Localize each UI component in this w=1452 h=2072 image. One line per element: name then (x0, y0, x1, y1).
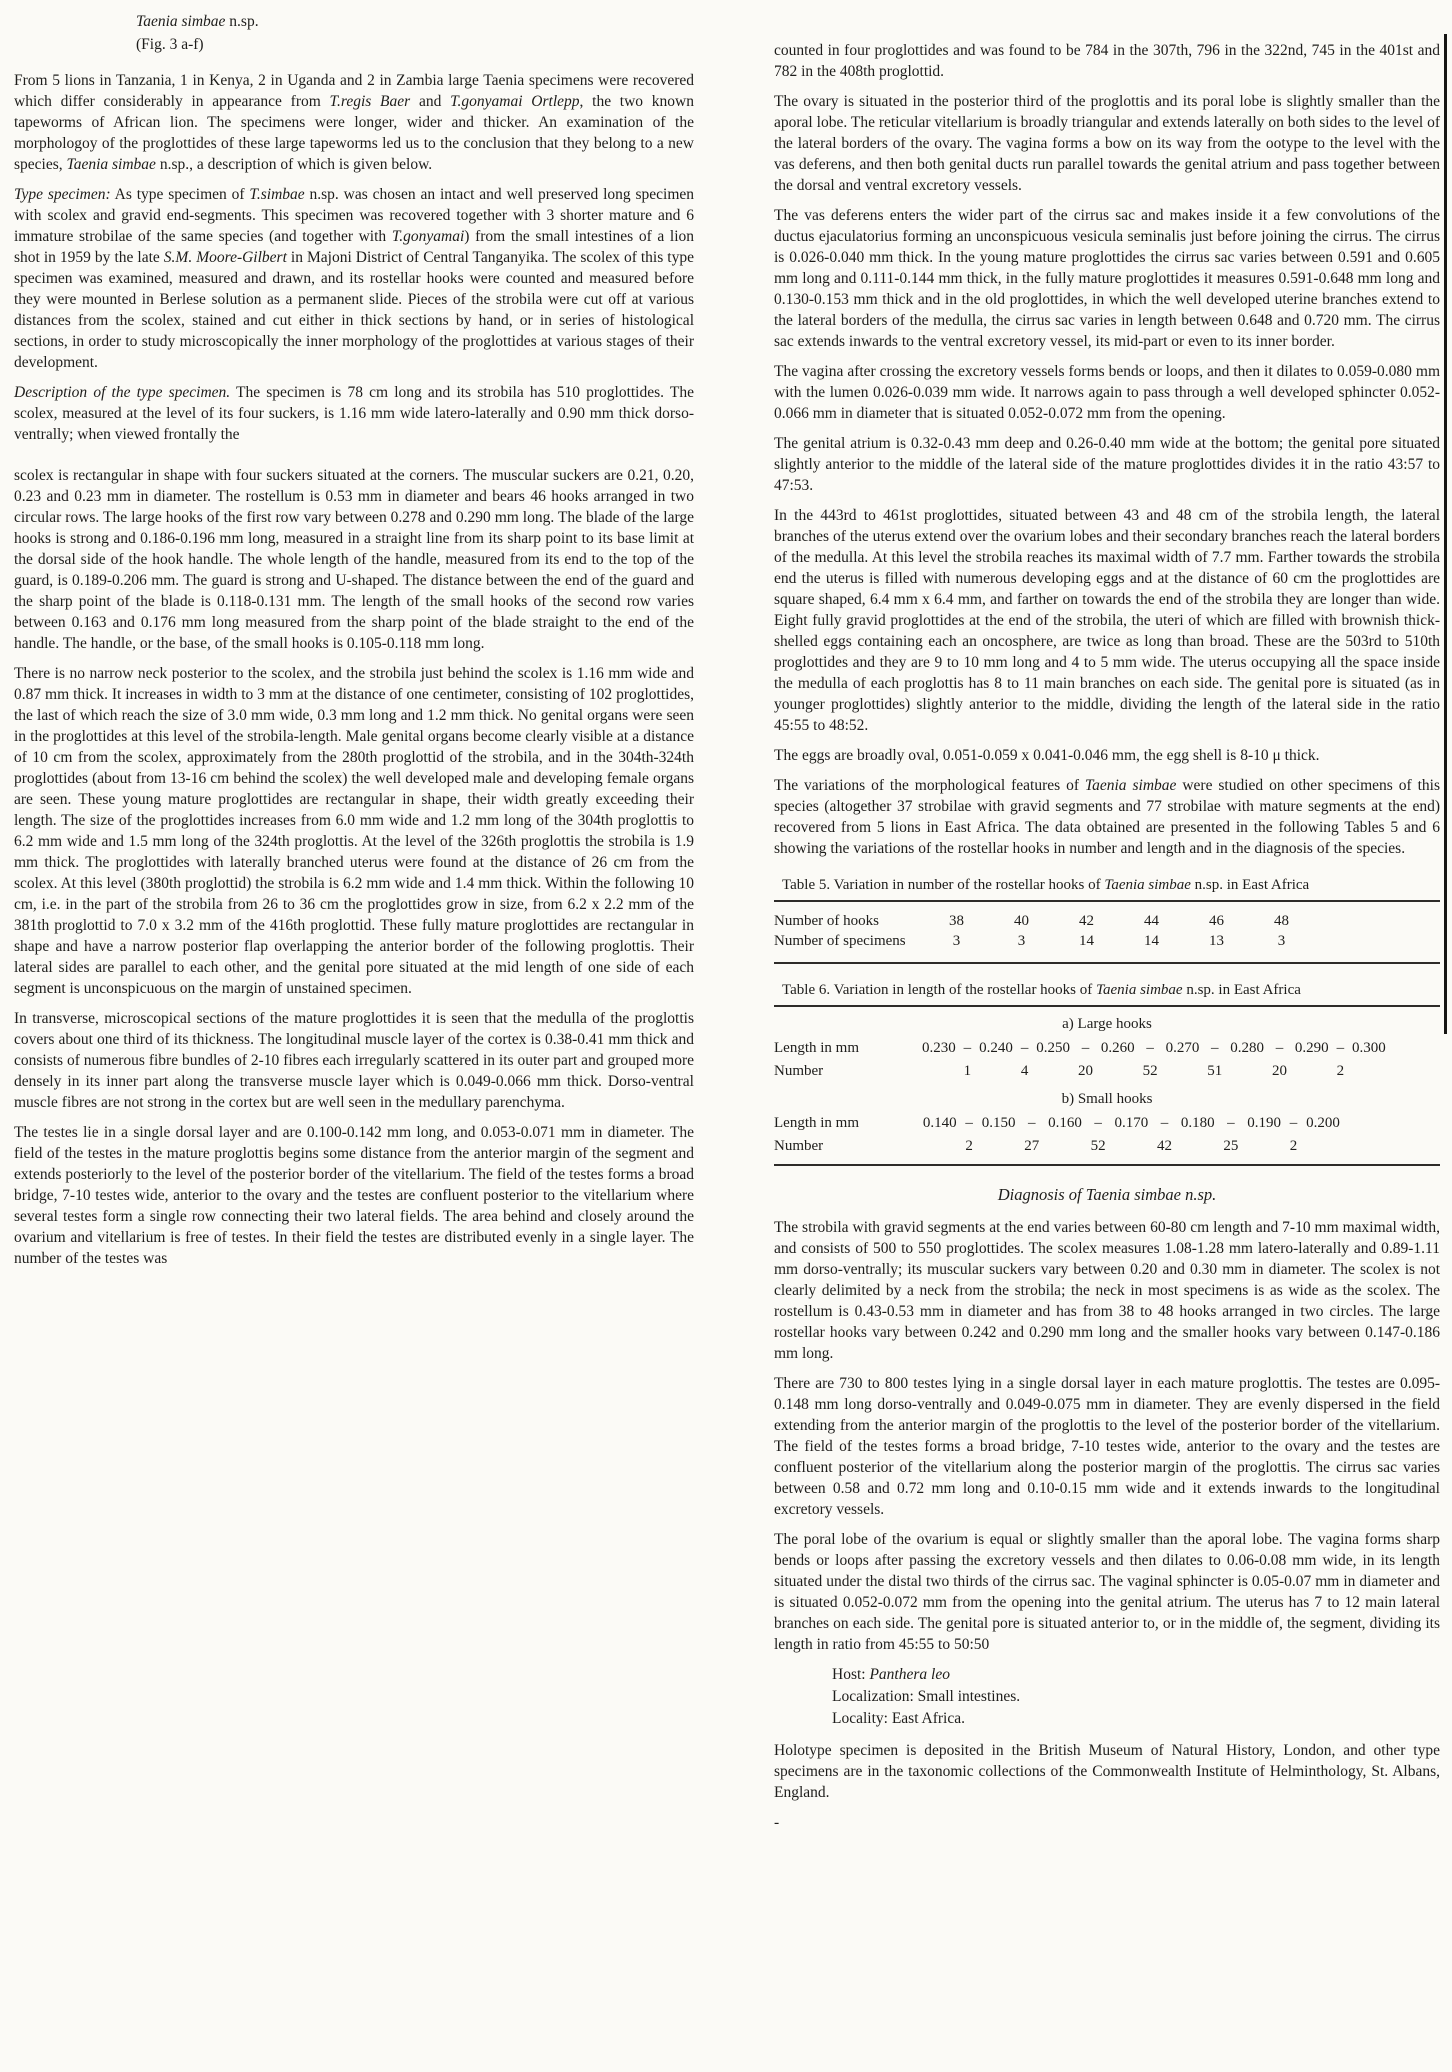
scan-artifact-dash: - (774, 1814, 780, 1831)
table-5-bottom-rule (774, 962, 1440, 964)
figure-reference: (Fig. 3 a-f) (136, 36, 204, 53)
para-vagina: The vagina after crossing the excretory vessels forms bends or loops, and then it dilates to 0.059-0.080 mm with the lumen 0.026-0.039 mm wide. It narrows again to pass through a well developed sphincter 0.052-0.066 mm in diameter that is situated 0.052-0.072 mm from the opening. (774, 363, 1440, 422)
table-6 (774, 980, 1440, 1166)
para-intro: From 5 lions in Tanzania, 1 in Kenya, 2 in Uganda and 2 in Zambia large Taenia specimens were recovered which differ considerably in appearance from T.regis Baer and T.gonyamai Ortlepp, the two known tapeworms of African lion. The specimens were longer, wider and thicker. An examination of the morphologoy of the proglottides of these large tapeworms led us to the conclusion that they belong to a new species, Taenia simbae n.sp., a description of which is given below. (14, 72, 694, 173)
table-5-rows (774, 904, 1440, 960)
para-testes-count: counted in four proglottides and was found to be 784 in the 307th, 796 in the 322nd, 745 in the 401st and 782 in the 408th proglottid. (774, 42, 1440, 80)
diagnosis-heading: Diagnosis of Taenia simbae n.sp. (997, 1185, 1217, 1204)
table-5-caption: Table 5. Variation in number of the rostellar hooks of Taenia simbae n.sp. in East Africa (782, 877, 1310, 893)
para-description-b: scolex is rectangular in shape with four suckers situated at the corners. The muscular suckers are 0.21, 0.20, 0.23 and 0.23 mm in diameter. The rostellum is 0.53 mm in diameter and bears 46 hooks arranged in two circular rows. The large hooks of the first row vary between 0.278 and 0.290 mm long. The blade of the large hooks is strong and 0.186-0.196 mm long, measured in a straight line from its sharp point to its base limit at the dorsal side of the hook handle. The whole length of the handle, measured from its end to the top of the guard, is 0.189-0.206 mm. The guard is strong and U-shaped. The distance between the end of the guard and the sharp point of the blade is 0.118-0.131 mm. The length of the small hooks of the second row varies between 0.163 and 0.176 mm long measured from the sharp point of the blade straight to the end of the handle. The handle, or the base, of the small hooks is 0.105-0.118 mm long. (14, 467, 694, 652)
para-eggs: The eggs are broadly oval, 0.051-0.059 x 0.041-0.046 mm, the egg shell is 8-10 μ thick. (774, 747, 1320, 764)
localization-line: Localization: Small intestines. (832, 1688, 1021, 1705)
para-diag-ovarium: The poral lobe of the ovarium is equal or slightly smaller than the aporal lobe. The vagina forms sharp bends or loops after passing the excretory vessels and then dilates to 0.06-0.08 mm wide, in its length situated under the distal two thirds of the cirrus sac. The vaginal sphincter is 0.05-0.07 mm in diameter and is situated 0.052-0.072 mm from the opening into the genital atrium. The uterus has 7 to 12 main lateral branches on each side. The genital pore is situated anterior to, or in the middle of, the segment, dividing its length in ratio from 45:55 to 50:50 (774, 1531, 1440, 1653)
para-description-a: Description of the type specimen. The specimen is 78 cm long and its strobila has 510 proglottides. The scolex, measured at the level of its four suckers, is 1.16 mm wide latero-laterally and 0.90 mm thick dorso-ventrally; when viewed frontally the (14, 384, 694, 443)
para-holotype-deposit: Holotype specimen is deposited in the British Museum of Natural History, London, and other type specimens are in the taxonomic collections of the Commonwealth Institute of Helminthology, St. Albans, England. (774, 1742, 1440, 1801)
table-6-part-b-title: b) Small hooks (1061, 1091, 1153, 1107)
species-title: Taenia simbae n.sp. (136, 13, 259, 30)
table-5-row1-values: 38 40 42 44 46 48 (949, 913, 1289, 929)
locality-line: Locality: East Africa. (832, 1710, 965, 1727)
table-5-row2-label: Number of specimens (774, 933, 906, 949)
para-diag-testes: There are 730 to 800 testes lying in a single dorsal layer in each mature proglottis. The testes are 0.095-0.148 mm long dorso-ventrally and 0.049-0.075 mm in diameter. They are evenly dispersed in the field extending from the anterior margin of the proglottis to the level of the posterior border of the vitellarium. The field of the testes forms a broad bridge, 7-10 testes wide, anterior to the ovary and the testes are confluent posterior of the vitellarium along the posterior margin of the proglottis. The cirrus sac varies between 0.58 and 0.72 mm long and 0.10-0.15 mm wide and it extends inwards to the longitudinal excretory vessels. (774, 1375, 1440, 1518)
table-6-bottom-rule (774, 1164, 1440, 1166)
species-title-block (136, 10, 694, 56)
table-6-small-hooks-rows: Length in mm 0.140 0.150 0.160 0.170 0.180 0.190 0.200 – – – – – – Number 2 27 52 42 25 2 (774, 1115, 1340, 1154)
host-line: Host: Panthera leo (832, 1666, 950, 1683)
para-diag-strobila: The strobila with gravid segments at the end varies between 60-80 cm length and 7-10 mm maximal width, and consists of 500 to 550 proglottides. The scolex measures 1.08-1.28 mm latero-laterally and 0.89-1.11 mm dorso-ventrally; its muscular suckers vary between 0.20 and 0.30 mm in diameter. The scolex is not clearly delimited by a neck from the strobila; the neck in most specimens is as wide as the scolex. The rostellum is 0.43-0.53 mm in diameter and has from 38 to 48 hooks arranged in two circles. The large rostellar hooks vary between 0.242 and 0.290 mm long and the smaller hooks vary between 0.147-0.186 mm long. (774, 1219, 1440, 1362)
table-5-top-rule (774, 900, 1440, 902)
table-row (774, 931, 1440, 951)
scan-edge-line (1444, 34, 1447, 1034)
para-type-specimen: Type specimen: As type specimen of T.simbae n.sp. was chosen an intact and well preserved long specimen with scolex and gravid end-segments. This specimen was recovered together with 3 shorter mature and 6 immature strobilae of the same species (and together with T.gonyamai) from the small intestines of a lion shot in 1959 by the late S.M. Moore-Gilbert in Majoni District of Central Tanganyika. The scolex of this type specimen was examined, measured and drawn, and its rostellar hooks were counted and measured before they were mounted in Berlese solution as a permanent slide. Pieces of the strobila were cut off at various distances from the scolex, stained and cut either in thick sections by hand, or in series of histological sections, in order to study microscopically the inner morphology of the proglottides at various stages of their development. (14, 186, 695, 371)
para-vas-deferens: The vas deferens enters the wider part of the cirrus sac and makes inside it a few convolutions of the ductus ejaculatorius forming an unconspicuous vesicula seminalis just before joining the cirrus. The cirrus is 0.026-0.040 mm thick. In the young mature proglottides the cirrus sac varies between 0.591 and 0.605 mm long and 0.111-0.144 mm thick, in the fully mature proglottides it measures 0.591-0.648 mm long and 0.130-0.153 mm thick and in the old proglottides, in which the well developed uterine branches extend to the lateral borders of the medulla, the cirrus sac varies in length between 0.648 and 0.720 mm. The cirrus sac extends inwards to the ventral excretory vessel, its mid-part or even to its inner border. (774, 207, 1440, 350)
table-row (774, 911, 1440, 931)
right-column (774, 40, 1440, 1833)
left-column (14, 10, 694, 1278)
para-uterus-development: In the 443rd to 461st proglottides, situated between 43 and 48 cm of the strobila length, the lateral branches of the uterus extend over the ovarium lobes and their secondary branches reach the lateral borders of the medulla. At this level the strobila reaches its maximal width of 7.7 mm. Farther towards the strobila end the uterus is filled with numerous developing eggs and at the distance of 60 cm the proglottides are square shaped, 6.4 mm x 6.4 mm, and farther on towards the end of the strobila they are longer than wide. Eight fully gravid proglottides at the end of the strobila, the uteri of which are filled with brownish thick-shelled eggs containing each an oncosphere, are twice as long than broad. These are the 503rd to 510th proglottides and they are 9 to 10 mm long and 4 to 5 mm wide. The uterus occupying all the space inside the medulla of each proglottis has 8 to 11 main branches on each side. The genital pore is situated (as in younger proglottides) slightly anterior to the middle, dividing the length of the lateral side in the ratio 45:55 to 48:52. (774, 507, 1440, 734)
para-ovary: The ovary is situated in the posterior third of the proglottis and its poral lobe is slightly smaller than the aporal lobe. The reticular vitellarium is broadly triangular and extends laterally on both sides to the level of the lateral borders of the ovary. The vagina forms a bow on its way from the ootype to the level with the vas deferens, and then both genital ducts run parallel towards the genital atrium and pass together between the dorsal and ventral excretory vessels. (774, 93, 1440, 194)
table-6-caption: Table 6. Variation in length of the rostellar hooks of Taenia simbae n.sp. in East Africa (782, 982, 1301, 998)
table-6-large-hooks-rows: Length in mm 0.230 0.240 0.250 0.260 0.270 0.280 0.290 0.300 – – – – – – – Number 1 4 20 52 51 20 2 (774, 1040, 1386, 1079)
para-transverse-sections: In transverse, microscopical sections of the mature proglottides it is seen that the medulla of the proglottis covers about one third of its thickness. The longitudinal muscle layer of the cortex is 0.38-0.41 mm thick and consists of numerous fibre bundles of 2-10 fibres each irregularly scattered in its outer part and grouped more densely in its inner part along the transverse muscle layer which is 0.049-0.066 mm thick. Dorso-ventral muscle fibres are not strong in the cortex but are well seen in the medullary parenchyma. (14, 1010, 694, 1111)
table-5-row1-label: Number of hooks (774, 913, 879, 929)
table-6-top-rule (774, 1005, 1440, 1007)
para-strobila: There is no narrow neck posterior to the scolex, and the strobila just behind the scolex is 1.16 mm wide and 0.87 mm thick. It increases in width to 3 mm at the distance of one centimeter, consisting of 102 proglottides, the last of which reach the size of 3.0 mm wide, 0.3 mm long and 1.2 mm thick. No genital organs were seen in the proglottides at this level of the strobila-length. Male genital organs become clearly visible at a distance of 10 cm from the scolex, approximately from the 280th proglottid of the strobila, and in the 304th-324th proglottides (about from 13-16 cm behind the scolex) the well developed male and developing female organs are seen. These young mature proglottides are rectangular in shape, their width greatly exceeding their length. The size of the proglottides increases from 6.0 mm wide and 1.2 mm long of the 304th proglottis to 6.2 mm wide and 1.5 mm long of the 324th proglottis. At the level of the 326th proglottis the strobila is 1.9 mm thick. The proglottides with laterally branched uterus were found at the distance of 26 cm from the scolex. At this level (380th proglottid) the strobila is 6.2 mm wide and 1.4 mm thick. Within the following 10 cm, i.e. in the part of the strobila from 26 to 36 cm the proglottides grow in size, from 6.2 x 2.2 mm of the 381th proglottid to 7.0 x 3.2 mm of the 416th proglottid. These fully mature proglottides are rectangular in shape and have a narrow posterior flap overlapping the anterior border of the following proglottis. Their lateral sides are parallel to each other, and the genital pore situated at the mid length of one side of each segment is unconspicuous on the margin of unstained specimen. (14, 665, 694, 997)
para-genital-atrium: The genital atrium is 0.32-0.43 mm deep and 0.26-0.40 mm wide at the bottom; the genital pore situated slightly anterior to the middle of the lateral side of the mature proglottides divides it in the ratio 43:57 to 47:53. (774, 435, 1440, 494)
para-testes: The testes lie in a single dorsal layer and are 0.100-0.142 mm long, and 0.053-0.071 mm in diameter. The field of the testes in the mature proglottis begins some distance from the anterior margin of the segment and extends posteriorly to the level of the posterior border of the vitellarium. The field of the testes forms a broad bridge, 7-10 testes wide, anterior to the ovary and the testes are confluent posterior to the vitellarium where several testes form a single row connecting their two lateral fields. The area behind and closely around the ovarium and vitellarium is free of testes. In their field the testes are distributed evenly in a single layer. The number of the testes was (14, 1124, 694, 1267)
table-6-part-a-title: a) Large hooks (1062, 1016, 1152, 1032)
host-block (832, 1664, 1440, 1730)
table-5 (774, 875, 1440, 964)
table-5-row2-values: 3 3 14 14 13 3 (952, 933, 1286, 949)
para-variations: The variations of the morphological features of Taenia simbae were studied on other specimens of this species (altogether 37 strobilae with gravid segments and 77 strobilae with mature segments at the end) recovered from 5 lions in East Africa. The data obtained are presented in the following Tables 5 and 6 showing the variations of the rostellar hooks in number and length and in the diagnosis of the species. (774, 777, 1441, 857)
